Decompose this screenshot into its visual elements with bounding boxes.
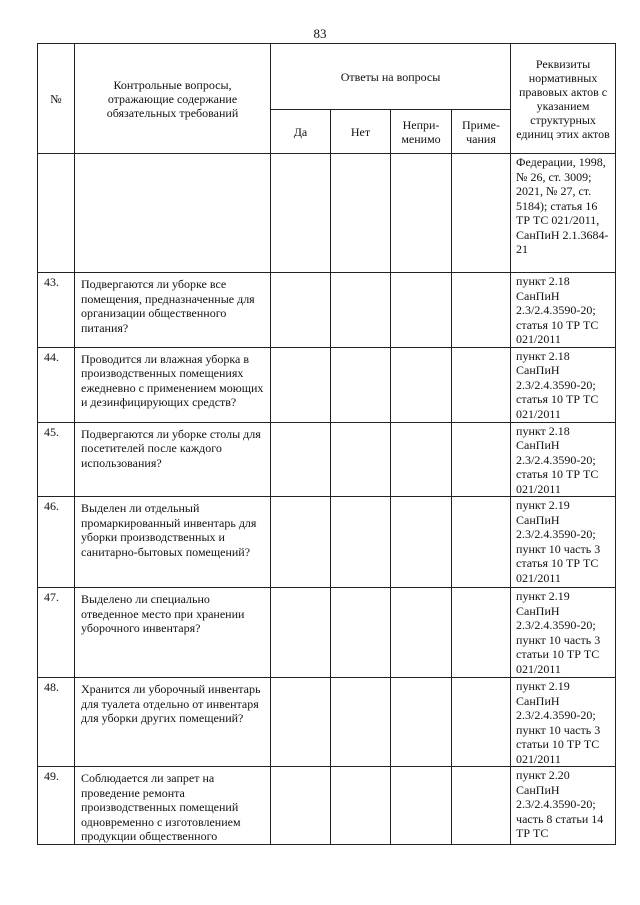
answer-not-applicable-cell[interactable] (391, 678, 452, 767)
table-row (38, 273, 616, 348)
row-question: Выделен ли отдельный промаркированный инвентарь для уборки производственных и санитарно-бытовых помещений? (75, 497, 271, 588)
answer-yes-cell[interactable] (271, 347, 331, 422)
row-requisites: пункт 2.19 СанПиН 2.3/2.4.3590-20; пункт 10 часть 3 статьи 10 ТР ТС 021/2011 (511, 678, 616, 767)
table-body (38, 154, 616, 845)
row-requisites: пункт 2.19 СанПиН 2.3/2.4.3590-20; пункт 10 часть 3 статьи 10 ТР ТС 021/2011 (511, 588, 616, 678)
answer-yes-cell[interactable] (271, 273, 331, 348)
row-requisites: пункт 2.18 СанПиН 2.3/2.4.3590-20; статья 10 ТР ТС 021/2011 (511, 273, 616, 348)
answer-yes-cell[interactable] (271, 154, 331, 273)
row-requisites: пункт 2.19 СанПиН 2.3/2.4.3590-20; пункт 10 часть 3 статья 10 ТР ТС 021/2011 (511, 497, 616, 588)
answer-not-applicable-cell[interactable] (391, 767, 452, 845)
header-num: № (38, 44, 75, 154)
header-answers: Ответы на вопросы (271, 44, 511, 110)
answer-no-cell[interactable] (331, 154, 391, 273)
answer-not-applicable-cell[interactable] (391, 273, 452, 348)
table-row (38, 588, 616, 678)
answer-notes-cell[interactable] (452, 497, 511, 588)
answer-notes-cell[interactable] (452, 678, 511, 767)
answer-yes-cell[interactable] (271, 767, 331, 845)
header-yes: Да (271, 110, 331, 154)
answer-yes-cell[interactable] (271, 497, 331, 588)
answer-no-cell[interactable] (331, 273, 391, 348)
row-question: Подвергаются ли уборке все помещения, предназначенные для организации общественного питания? (75, 273, 271, 348)
row-num: 48. (38, 678, 75, 767)
row-num: 43. (38, 273, 75, 348)
table-header (38, 44, 616, 154)
header-question: Контрольные вопросы, отражающие содержание обязательных требований (75, 44, 271, 154)
answer-not-applicable-cell[interactable] (391, 588, 452, 678)
table-row (38, 678, 616, 767)
answer-notes-cell[interactable] (452, 347, 511, 422)
answer-no-cell[interactable] (331, 767, 391, 845)
answer-notes-cell[interactable] (452, 588, 511, 678)
answer-not-applicable-cell[interactable] (391, 154, 452, 273)
answer-no-cell[interactable] (331, 497, 391, 588)
answer-not-applicable-cell[interactable] (391, 422, 452, 497)
checklist-table (37, 43, 616, 845)
answer-no-cell[interactable] (331, 347, 391, 422)
row-requisites: Федерации, 1998, № 26, ст. 3009; 2021, № 27, ст. 5184); статья 16 ТР ТС 021/2011, СанПиН 2.1.3684-21 (511, 154, 616, 273)
row-num: 45. (38, 422, 75, 497)
row-question: Выделено ли специально отведенное место при хранении уборочного инвентаря? (75, 588, 271, 678)
table-row (38, 347, 616, 422)
answer-yes-cell[interactable] (271, 422, 331, 497)
header-no: Нет (331, 110, 391, 154)
answer-yes-cell[interactable] (271, 588, 331, 678)
page-number: 83 (313, 26, 327, 41)
answer-notes-cell[interactable] (452, 767, 511, 845)
row-question: Хранится ли уборочный инвентарь для туалета отдельно от инвентаря для уборки других помещений? (75, 678, 271, 767)
row-requisites: пункт 2.18 СанПиН 2.3/2.4.3590-20; статья 10 ТР ТС 021/2011 (511, 422, 616, 497)
table-row (38, 767, 616, 845)
header-notes: Приме- чания (452, 110, 511, 154)
answer-not-applicable-cell[interactable] (391, 347, 452, 422)
row-question: Подвергаются ли уборке столы для посетителей после каждого использования? (75, 422, 271, 497)
table-row (38, 422, 616, 497)
answer-notes-cell[interactable] (452, 154, 511, 273)
answer-not-applicable-cell[interactable] (391, 497, 452, 588)
answer-no-cell[interactable] (331, 678, 391, 767)
answer-notes-cell[interactable] (452, 422, 511, 497)
row-num: 47. (38, 588, 75, 678)
header-requisites: Реквизиты нормативных правовых актов с указанием структурных единиц этих актов (511, 44, 616, 154)
row-requisites: пункт 2.18 СанПиН 2.3/2.4.3590-20; статья 10 ТР ТС 021/2011 (511, 347, 616, 422)
row-requisites: пункт 2.20 СанПиН 2.3/2.4.3590-20; часть 8 статьи 14 ТР ТС (511, 767, 616, 845)
header-not-applicable: Непри- менимо (391, 110, 452, 154)
row-num: 49. (38, 767, 75, 845)
answer-yes-cell[interactable] (271, 678, 331, 767)
row-num: 46. (38, 497, 75, 588)
table-row (38, 497, 616, 588)
row-question: Проводится ли влажная уборка в производственных помещениях ежедневно с применением моющих и дезинфицирующих средств? (75, 347, 271, 422)
answer-no-cell[interactable] (331, 422, 391, 497)
row-question (75, 154, 271, 273)
answer-no-cell[interactable] (331, 588, 391, 678)
row-question: Соблюдается ли запрет на проведение ремонта производственных помещений одновременно с изготовлением продукции общественного (75, 767, 271, 845)
answer-notes-cell[interactable] (452, 273, 511, 348)
row-num (38, 154, 75, 273)
row-num: 44. (38, 347, 75, 422)
table-row (38, 154, 616, 273)
